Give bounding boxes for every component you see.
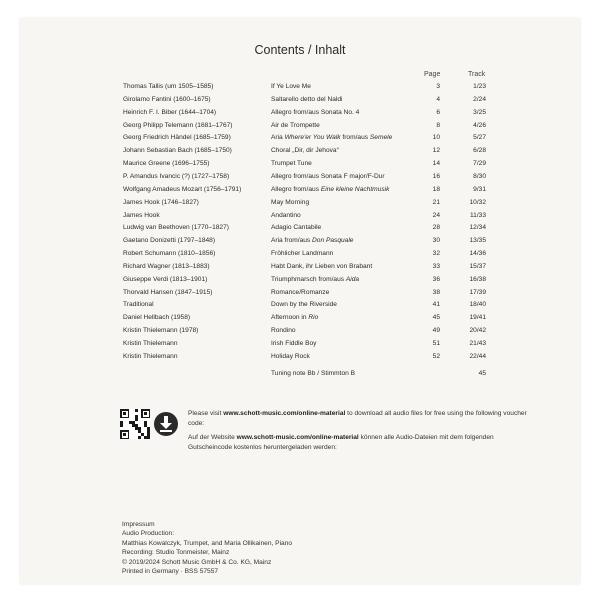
track-column-header: Track	[468, 71, 486, 78]
toc-row	[20, 94, 580, 106]
page-number: 36	[432, 275, 440, 283]
page-number: 24	[432, 211, 440, 219]
page-number: 3	[436, 83, 440, 90]
toc-row	[20, 368, 580, 380]
track-number: 1/23	[473, 83, 486, 90]
toc-row	[20, 222, 580, 234]
track-number: 22/44	[469, 352, 486, 360]
toc-row	[20, 210, 580, 222]
page-number: 33	[432, 262, 440, 270]
page-number: 28	[432, 224, 440, 232]
composer-name: Gaetano Donizetti (1797–1848)	[123, 237, 216, 245]
composer-name: Georg Philipp Telemann (1681–1767)	[123, 121, 233, 129]
page-number: 21	[432, 198, 440, 206]
piece-title: Aria from/aus Don Pasquale	[271, 237, 354, 245]
piece-title: Habt Dank, ihr Lieben von Brabant	[271, 262, 373, 270]
piece-title: Allegro from/aus Sonata No. 4	[271, 108, 360, 116]
page-number: 41	[432, 301, 440, 309]
track-number: 6/28	[473, 147, 486, 155]
toc-row	[20, 351, 580, 363]
composer-name: Giuseppe Verdi (1813–1901)	[123, 275, 208, 283]
page-number: 16	[432, 172, 440, 180]
composer-name: Girolamo Fantini (1600–1675)	[123, 95, 211, 103]
track-number: 2/24	[473, 95, 486, 103]
piece-title: Adagio Cantabile	[271, 224, 322, 232]
toc-row	[20, 132, 580, 144]
composer-name: Georg Friedrich Händel (1685–1759)	[123, 134, 231, 142]
page-number: 12	[432, 147, 440, 155]
piece-title: Aria Where'er You Walk from/aus Semele	[271, 134, 393, 142]
track-number: 19/41	[469, 314, 486, 322]
composer-name: James Hook (1746–1827)	[123, 198, 199, 206]
piece-title: If Ye Love Me	[271, 83, 311, 90]
toc-row	[20, 274, 580, 286]
composer-name: Thorvald Hansen (1847–1915)	[123, 288, 213, 296]
piece-title: Rondino	[271, 327, 296, 335]
track-number: 15/37	[469, 262, 486, 270]
page-number: 4	[436, 95, 440, 103]
toc-row	[20, 287, 580, 299]
track-number: 10/32	[469, 198, 486, 206]
toc-row	[20, 171, 580, 183]
impressum-line: Printed in Germany · BSS 57557	[122, 568, 219, 576]
toc-row	[20, 158, 580, 170]
toc-row	[20, 145, 580, 157]
impressum-line: Audio Production:	[122, 530, 175, 538]
piece-title: Saltarello detto del Naldi	[271, 95, 343, 103]
toc-row	[20, 81, 580, 93]
composer-name: Johann Sebastian Bach (1685–1750)	[123, 147, 232, 155]
piece-title: Allegro from/aus Sonata F major/F-Dur	[271, 172, 385, 180]
composer-name: Traditional	[123, 301, 154, 309]
composer-name: James Hook	[123, 211, 160, 219]
toc-row	[20, 184, 580, 196]
page-number: 52	[432, 352, 440, 360]
page-number: 10	[432, 134, 440, 142]
piece-title: Romance/Romanze	[271, 288, 330, 296]
impressum-heading: Impressum	[122, 521, 155, 528]
composer-name: Robert Schumann (1810–1856)	[123, 250, 216, 258]
composer-name: Richard Wagner (1813–1883)	[123, 262, 210, 270]
track-number: 21/43	[469, 340, 486, 347]
composer-name: Kristin Thielemann (1978)	[123, 327, 199, 335]
toc-row	[20, 248, 580, 260]
track-number: 11/33	[469, 211, 486, 219]
composer-name: Daniel Hellbach (1958)	[123, 314, 191, 322]
piece-title: Trumpet Tune	[271, 160, 312, 168]
toc-row	[20, 107, 580, 119]
piece-title: Triumphmarsch from/aus Aida	[271, 275, 360, 283]
page-number: 6	[436, 108, 440, 116]
composer-name: Kristin Thielemann	[123, 340, 178, 347]
toc-row	[20, 261, 580, 273]
composer-name: Kristin Thielemann	[123, 352, 178, 360]
composer-name: Heinrich F. I. Biber (1644–1704)	[123, 108, 217, 116]
piece-title: Irish Fiddle Boy	[271, 340, 317, 347]
toc-row	[20, 299, 580, 311]
download-text-de: Auf der Website www.schott-music.com/online-material können alle Audio-Dateien mit dem folgenden Gutscheincode kostenlos heruntergeladen werden:	[188, 434, 494, 451]
track-number: 16/38	[469, 275, 486, 283]
track-number: 8/30	[473, 172, 486, 180]
toc-row	[20, 120, 580, 132]
piece-title: Choral „Dir, dir Jehova“	[271, 147, 339, 155]
page-number: 45	[432, 314, 440, 322]
piece-title: May Morning	[271, 198, 310, 206]
toc-row	[20, 338, 580, 350]
page-number: 49	[432, 327, 440, 335]
download-section	[120, 409, 527, 469]
page-column-header: Page	[424, 71, 441, 78]
page-title: Contents / Inhalt	[254, 43, 346, 57]
toc-row	[20, 197, 580, 209]
impressum-line: Matthias Kowalczyk, Trumpet, and Maria Ollikainen, Piano	[122, 539, 293, 547]
impressum-line: © 2019/2024 Schott Music GmbH & Co. KG, Mainz	[122, 558, 272, 566]
composer-name: Thomas Tallis (um 1505–1585)	[123, 83, 214, 90]
impressum-line: Recording: Studio Tonmeister, Mainz	[122, 549, 230, 557]
track-number: 9/31	[473, 185, 486, 193]
page-number: 51	[432, 340, 440, 347]
track-number: 12/34	[469, 224, 486, 232]
piece-title: Afternoon in Rio	[271, 314, 319, 322]
track-number: 5/27	[473, 134, 486, 142]
piece-title: Tuning note Bb / Stimmton B	[271, 369, 356, 377]
document-page	[20, 18, 580, 584]
track-number: 18/40	[469, 301, 486, 309]
piece-title: Fröhlicher Landmann	[271, 250, 334, 258]
composer-name: Ludwig van Beethoven (1770–1827)	[123, 224, 229, 232]
piece-title: Down by the Riverside	[271, 301, 337, 309]
impressum	[122, 520, 292, 576]
qr-code-icon[interactable]	[120, 409, 150, 439]
page-number: 18	[432, 185, 440, 193]
track-number: 7/29	[473, 160, 486, 168]
composer-name: Wolfgang Amadeus Mozart (1756–1791)	[123, 185, 242, 193]
track-number: 20/42	[469, 327, 486, 335]
piece-title: Holiday Rock	[271, 352, 310, 360]
track-number: 3/25	[473, 108, 486, 116]
download-arrow-icon	[154, 412, 178, 436]
toc-row	[20, 312, 580, 324]
track-number: 13/35	[469, 237, 486, 245]
page-number: 8	[436, 121, 440, 129]
track-number: 4/26	[473, 121, 486, 129]
piece-title: Andantino	[271, 211, 301, 219]
composer-name: P. Amandus Ivancic (?) (1727–1758)	[123, 172, 230, 180]
piece-title: Allegro from/aus Eine kleine Nachtmusik	[271, 185, 390, 193]
page-number: 30	[432, 237, 440, 245]
track-number: 17/39	[469, 288, 486, 296]
piece-title: Air de Trompette	[271, 121, 320, 129]
track-number: 45	[478, 369, 486, 377]
page-number: 38	[432, 288, 440, 296]
toc-row	[20, 325, 580, 337]
composer-name: Maurice Greene (1696–1755)	[123, 160, 210, 168]
toc-row	[20, 235, 580, 247]
track-number: 14/36	[469, 250, 486, 258]
download-text-en: Please visit www.schott-music.com/online-material to download all audio files for free using the following voucher code:	[188, 410, 527, 427]
page-number: 14	[432, 160, 440, 168]
page-number: 32	[432, 250, 440, 258]
